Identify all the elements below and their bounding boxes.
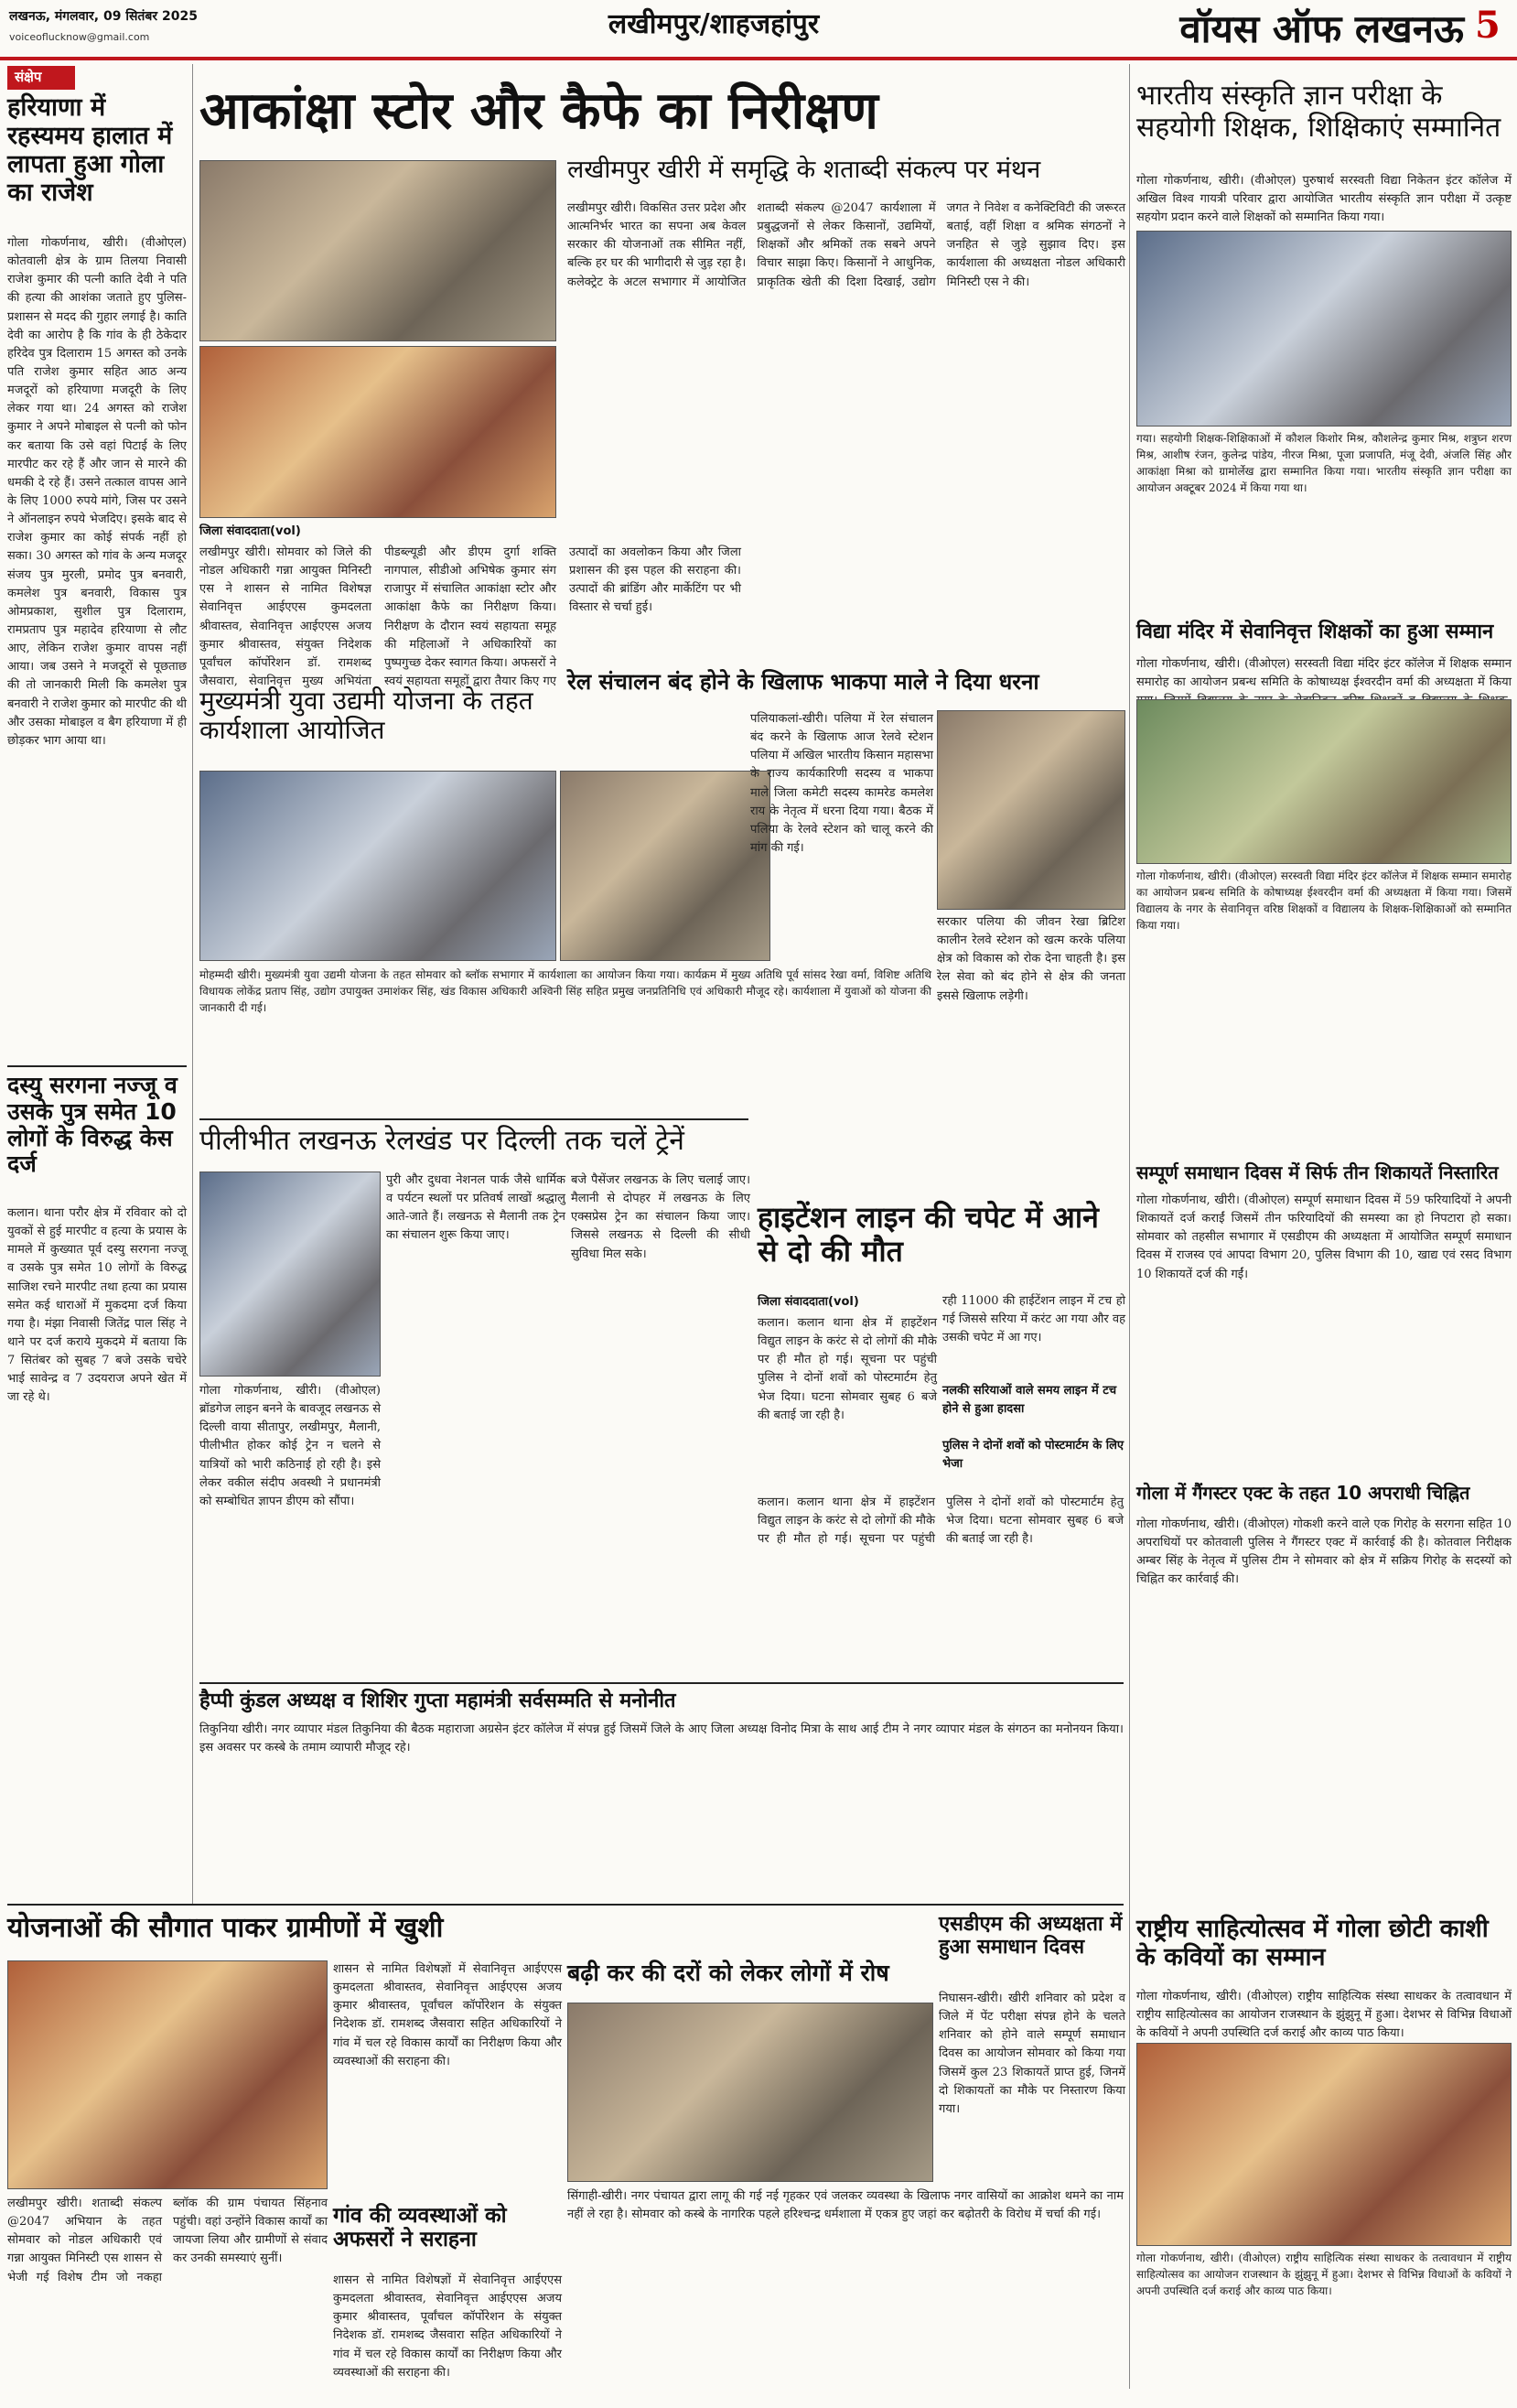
centenary-headline: लखीमपुर खीरी में समृद्धि के शताब्दी संकल्प पर मंथन bbox=[567, 156, 1041, 184]
rail-photo bbox=[937, 710, 1125, 910]
literary-body: गोला गोकर्णनाथ, खीरी। (वीओएल) राष्ट्रीय साहित्यिक संस्था साधकर के तत्वावधान में राष्ट्रीय साहित्योत्सव का आयोजन राजस्थान के झुंझुनू में हुआ। देशभर से विभिन्न विधाओं के कवियों ने अपनी उपस्थिति दर्ज कराई और काव्य पाठ किया। bbox=[1136, 1990, 1512, 2041]
sidebar-tag: संक्षेप bbox=[7, 66, 75, 90]
tax-headline: बढ़ी कर की दरों को लेकर लोगों में रोष bbox=[567, 1960, 889, 1986]
pilibhit-body-3: बजे पैसेंजर लखनऊ के लिए चलाई जाए। मैलानी से दोपहर में लखनऊ के लिए एक्सप्रेस ट्रेन का संचालन किया जाए। जिससे लखनऊ से दिल्ली की सीधी सुविधा मिल सके। bbox=[571, 1173, 750, 1261]
divider bbox=[199, 1682, 1124, 1684]
pilibhit-photo bbox=[199, 1172, 381, 1377]
villagers-photo bbox=[7, 1960, 328, 2189]
rail-body-2: सरकार पलिया की जीवन रेखा ब्रिटिश कालीन रेलवे स्टेशन को खत्म करके पलिया क्षेत्र को विकास को रोक देना चाहती है। इस रेल सेवा को बंद होने से क्षेत्र की जनता इससे खिलाफ लड़ेगी। bbox=[937, 915, 1125, 1003]
brand-logo: वॉयस ऑफ लखनऊ bbox=[1179, 6, 1464, 51]
tax-body: सिंगाही-खीरी। नगर पंचायत द्वारा लागू की गई नई गृहकर एवं जलकर व्यवस्था के खिलाफ नगर वासियों का आक्रोश थमने का नाम नहीं ले रहा है। सोमवार को कस्बे के नागरिक पहले हरिश्चन्द्र धर्मशाला में एकत्र हुए जहां कर बढ़ोतरी के विरोध में चर्चा की गई। bbox=[567, 2189, 1124, 2222]
email[interactable]: voiceoflucknow@gmail.com bbox=[9, 31, 150, 43]
teachers-headline: विद्या मंदिर में सेवानिवृत्त शिक्षकों का हुआ सम्मान bbox=[1136, 621, 1494, 643]
sidebar-story2-headline: दस्यु सरगना नज्जू व उसके पुत्र समेत 10 लोगों के विरुद्ध केस दर्ज bbox=[7, 1072, 178, 1178]
literary-headline: राष्ट्रीय साहित्योत्सव में गोला छोटी काशी के कवियों का सम्मान bbox=[1136, 1915, 1489, 1972]
literary-caption: गोला गोकर्णनाथ, खीरी। (वीओएल) राष्ट्रीय साहित्यिक संस्था साधकर के तत्वावधान में राष्ट्रीय साहित्योत्सव का आयोजन राजस्थान के झुंझुनू में हुआ। देशभर से विभिन्न विधाओं के कवियों ने अपनी उपस्थिति दर्ज कराई और काव्य पाठ किया। bbox=[1136, 2251, 1512, 2297]
samadhan-headline: सम्पूर्ण समाधान दिवस में सिर्फ तीन शिकायतें निस्तारित bbox=[1136, 1161, 1499, 1183]
hightension-byline: जिला संवाददाता(vol) bbox=[758, 1295, 859, 1309]
rail-headline: रेल संचालन बंद होने के खिलाफ भाकपा माले ने दिया धरना bbox=[567, 669, 1039, 695]
knowledge-body: गोला गोकर्णनाथ, खीरी। (वीओएल) पुरुषार्थ सरस्वती विद्या निकेतन इंटर कॉलेज में अखिल विश्व गायत्री परिवार द्वारा आयोजित भारतीय संस्कृति ज्ञान परीक्षा में उत्कृष्ट सहयोग प्रदान करने वाले शिक्षकों को सम्मानित किया गया। bbox=[1136, 174, 1512, 225]
sidebar-story3-body: लखीमपुर खीरी। शताब्दी संकल्प @2047 अभियान के तहत सोमवार को नोडल अधिकारी एवं गन्ना आयुक्त मिनिस्टी एस शासन से भेजी गई विशेष टीम जो नकहा ब्लॉक की ग्राम पंचायत सिंहनाव पहुंची। वहां उन्होंने विकास कार्यों का जायजा लिया और ग्रामीणों से संवाद कर उनकी समस्याएं सुनीं। bbox=[7, 2197, 328, 2284]
knowledge-photo bbox=[1136, 231, 1512, 427]
date-line: लखनऊ, मंगलवार, 09 सितंबर 2025 bbox=[9, 9, 198, 24]
sidebar-story1-body: गोला गोकर्णनाथ, खीरी। (वीओएल) कोतवाली क्षेत्र के ग्राम तिलया निवासी राजेश कुमार की पत्नी काति देवी ने पति की हत्या की आशंका जताते हुए पुलिस-प्रशासन से मदद की गुहार लगाई है। काति देवी का आरोप है कि गांव के ही ठेकेदार हरिदेव पुत्र दिलाराम 15 अगस्त को उनके पति राजेश कुमार सहित आठ अन्य मजदूरों को हरियाणा मजदूरी के लिए लेकर गया था। 24 अगस्त को राजेश कुमार ने अपने मोबाइल से पत्नी को फोन कर बताया कि उसे वहां पिटाई के लिए मारपीट कर रहे हैं और जान से मारने की धमकी दे रहे हैं। उसने तत्काल वापस आने के लिए 1000 रुपये मांगे, जिस पर उसने ने ऑनलाइन रुपये भेजदिए। इसके बाद से राजेश कुमार का कोई संपर्क नहीं हो सका। 30 अगस्त को गांव के अन्य मजदूर संजय पुत्र मुरली, प्रमोद पुत्र बनवारी, कमलेश पुत्र बनवारी, विकास पुत्र ओमप्रकाश, सुशील पुत्र दिलाराम, रामप्रताप पुत्र महादेव हरियाणा से लौट आए, लेकिन राजेश कुमार वापस नहीं आया। जब उसने ने मजदूरों से पूछताछ की तो जानकारी मिली कि कमलेश पुत्र बनवारी ने राजेश कुमार को मारपीट की थी और उसका मोबाइल व बैग हरियाणा में ही छोड़कर भाग आया था। bbox=[7, 236, 187, 748]
hightension-body: कलान। कलान थाना क्षेत्र में हाइटेंशन विद्युत लाइन के करंट से दो लोगों की मौके पर ही मौत हो गई। सूचना पर पहुंची पुलिस ने दोनों शवों को पोस्टमार्टम हेतु भेज दिया। घटना सोमवार सुबह 6 बजे की बताई जा रही है। bbox=[758, 1316, 937, 1422]
sdm-body: निघासन-खीरी। खीरी शनिवार को प्रदेश व जिले में पेंट परीक्षा संपन्न होने के चलते शनिवार को होने वाले सम्पूर्ण समाधान दिवस का आयोजन सोमवार को किया गया जिसमें कुल 23 शिकायतें प्राप्त हुई, जिनमें दो शिकायतों का मौके पर निस्तारण किया गया। bbox=[939, 1992, 1125, 2116]
pilibhit-body: गोला गोकर्णनाथ, खीरी। (वीओएल) ब्रॉडगेज लाइन बनने के बावजूद लखनऊ से दिल्ली वाया सीतापुर, लखीमपुर, मैलानी, पीलीभीत होकर कोई ट्रेन न चलने से यात्रियों को भारी कठिनाई हो रही है। इसे लेकर वकील संदीप अवस्थी ने प्रधानमंत्री को सम्बोधित ज्ञापन डीएम को सौंपा। bbox=[199, 1384, 381, 1508]
rail-body: पलियाकलां-खीरी। पलिया में रेल संचालन बंद करने के खिलाफ आज रेलवे स्टेशन पलिया में अखिल भारतीय किसान महासभा के राज्य कार्यकारिणी सदस्य व भाकपा माले जिला कमेटी सदस्य कामरेड कमलेश राय के नेतृत्व में धरना दिया गया। बैठक में पलिया के रेलवे स्टेशन को चालू करने की मांग की गई। bbox=[750, 712, 933, 855]
hightension-body-2: रही 11000 की हाईटेंशन लाइन में टच हो गई जिससे सरिया में करंट आ गया और वह उसकी चपेट में आ गए। bbox=[942, 1294, 1125, 1345]
divider bbox=[199, 1118, 748, 1120]
hightension-bullet-1: नलकी सरियाओं वाले समय लाइन में टच होने से हुआ हादसा bbox=[942, 1384, 1117, 1416]
centenary-body: लखीमपुर खीरी। विकसित उत्तर प्रदेश और आत्मनिर्भर भारत का सपना अब केवल सरकार की योजनाओं तक सीमित नहीं, बल्कि हर घर की भागीदारी से जुड़ रहा है। कलेक्ट्रेट के अटल सभागार में आयोजित शताब्दी संकल्प @2047 कार्यशाला में प्रबुद्धजनों से लेकर किसानों, उद्यमियों, शिक्षकों और श्रमिकों तक सबने अपने विचार साझा किए। किसानों ने आधुनिक, प्राकृतिक खेती की दिशा दिखाई, उद्योग जगत ने निवेश व कनेक्टिविटी की जरूरत बताई, वहीं शिक्षा व श्रमिक संगठनों ने जनहित से जुड़े सुझाव दिए। इस कार्यशाला की अध्यक्षता नोडल अधिकारी मिनिस्टी एस ने की। bbox=[567, 201, 1125, 289]
header-rule bbox=[0, 57, 1517, 60]
lead-byline: जिला संवाददाता(vol) bbox=[199, 524, 301, 538]
tax-photo bbox=[567, 2003, 933, 2182]
happy-headline: हैप्पी कुंडल अध्यक्ष व शिशिर गुप्ता महामंत्री सर्वसम्मति से मनोनीत bbox=[199, 1690, 676, 1712]
column-rule bbox=[192, 64, 193, 1904]
teachers-body: गोला गोकर्णनाथ, खीरी। (वीओएल) सरस्वती विद्या मंदिर इंटर कॉलेज में शिक्षक सम्मान समारोह का आयोजन प्रबन्ध समिति के कोषाध्यक्ष ईश्वरदीन वर्मा की अध्यक्षता में किया bbox=[1136, 657, 1512, 690]
knowledge-headline: भारतीय संस्कृति ज्ञान परीक्षा के सहयोगी शिक्षक, शिक्षिकाएं सम्मानित bbox=[1136, 80, 1501, 144]
villages-body-2: शासन से नामित विशेषज्ञों में सेवानिवृत्त आईएएस कुमदलता श्रीवास्तव, सेवानिवृत्त आईएएस अजय कुमार श्रीवास्तव, पूर्वांचल कॉर्पोरेशन के संयुक्त निदेशक डॉ. रामशब्द जैसवारा सहित अधिकारियों ने गांव में चल रहे विकास कार्यों का निरीक्षण किया और व्यवस्थाओं की सराहना की। bbox=[333, 2273, 562, 2380]
villages-body: शासन से नामित विशेषज्ञों में सेवानिवृत्त आईएएस कुमदलता श्रीवास्तव, सेवानिवृत्त आईएएस अजय कुमार श्रीवास्तव, पूर्वांचल कॉर्पोरेशन के संयुक्त निदेशक डॉ. रामशब्द जैसवारा सहित अधिकारियों ने गांव में चल रहे विकास कार्यों का निरीक्षण किया और व्यवस्थाओं की सराहना की। bbox=[333, 1962, 562, 2068]
sidebar-story3-headline: योजनाओं की सौगात पाकर ग्रामीणों में खुशी bbox=[7, 1912, 444, 1944]
lead-body: लखीमपुर खीरी। सोमवार को जिले की नोडल अधिकारी गन्ना आयुक्त मिनिस्टी एस ने शासन से नामित विशेषज्ञ सेवानिवृत्त आईएएस कुमदलता श्रीवास्तव, सेवानिवृत्त आईएएस अजय कुमार श्रीवास्तव, संयुक्त निदेशक पूर्वांचल कॉर्पोरेशन डॉ. रामशब्द जैसवारा, सेवानिवृत्त मुख्य अभियंता पीडब्ल्यूडी और डीएम दुर्गा शक्ति नागपाल, सीडीओ अभिषेक कुमार संग राजापुर में संचालित आकांक्षा स्टोर और आकांक्षा कैफे का निरीक्षण किया। निरीक्षण के दौरान स्वयं सहायता समूह की महिलाओं ने अधिकारियों का पुष्पगुच्छ देकर स्वागत किया। अफसरों ने स्वयं सहायता समूहों द्वारा तैयार किए गए उत्पादों का अवलोकन किया और जिला प्रशासन की इस पहल की सराहना की। उत्पादों की ब्रांडिंग और मार्केटिंग पर भी विस्तार से चर्चा हुई। bbox=[199, 545, 741, 688]
youth-caption: मोहम्मदी खीरी। मुख्यमंत्री युवा उद्यमी योजना के तहत सोमवार को ब्लॉक सभागार में कार्यशाला का आयोजन किया गया। कार्यक्रम में मुख्य अतिथि पूर्व सांसद रेखा वर्मा, विशिष्ट अतिथि विधायक लोकेंद्र प्रताप सिंह, उद्योग उपायुक्त उमाशंकर सिंह, खंड विकास अधिकारी अश्विनी सिंह सहित प्रमुख जनप्रतिनिधि एवं अधिकारी मौजूद रहे। कार्यशाला में युवाओं को योजना की जानकारी दी गई। bbox=[199, 968, 931, 1014]
villages-headline: गांव की व्यवस्थाओं को अफसरों ने सराहना bbox=[333, 2204, 507, 2252]
literary-photo bbox=[1136, 2043, 1512, 2246]
teachers-photo bbox=[1136, 699, 1512, 864]
hightension-bullet-2: पुलिस ने दोनों शवों को पोस्टमार्टम के लिए भेजा bbox=[942, 1439, 1124, 1471]
youth-photo-2 bbox=[560, 771, 770, 961]
pilibhit-body-2: पुरी और दुधवा नेशनल पार्क जैसे धार्मिक व पर्यटन स्थलों पर प्रतिवर्ष लाखों श्रद्धालु आते-जाते हैं। लखनऊ से मैलानी तक ट्रेन का संचालन शुरू किया जाए। bbox=[386, 1173, 565, 1243]
youth-photo bbox=[199, 771, 556, 961]
edition-title: लखीमपुर/शाहजहांपुर bbox=[608, 8, 820, 40]
knowledge-caption: गया। सहयोगी शिक्षक-शिक्षिकाओं में कौशल किशोर मिश्र, कौशलेन्द्र कुमार मिश्र, शत्रुघ्न शरण मिश्र, आशीष रंजन, कुलेन्द्र पांडेय, नीरज मिश्रा, पूजा प्रजापति, मंजू देवी, अंजलि सिंह और आकांक्षा मिश्रा को ग्रामोर्लेख द्वारा सम्मानित किया गया। भारतीय संस्कृति ज्ञान परीक्षा का आयोजन अक्टूबर 2024 में किया गया था। bbox=[1136, 432, 1512, 494]
column-rule bbox=[1129, 64, 1130, 2389]
sidebar-story1-headline: हरियाणा में रहस्यमय हालात में लापता हुआ गोला का राजेश bbox=[7, 93, 173, 208]
hightension-body-3: कलान। कलान थाना क्षेत्र में हाइटेंशन विद्युत लाइन के करंट से दो लोगों की मौके पर ही मौत हो गई। सूचना पर पहुंची पुलिस ने दोनों शवों को पोस्टमार्टम हेतु भेज दिया। घटना सोमवार सुबह 6 बजे की बताई जा रही है। bbox=[758, 1496, 1124, 1547]
teachers-caption: गोला गोकर्णनाथ, खीरी। (वीओएल) सरस्वती विद्या मंदिर इंटर कॉलेज में शिक्षक सम्मान समारोह का आयोजन प्रबन्ध समिति के कोषाध्यक्ष ईश्वरदीन वर्मा की अध्यक्षता में किया गया। जिसमें विद्यालय के नगर के सेवानिवृत्त वरिष्ठ शिक्षकों व विद्यालय के शिक्षक-शिक्षिकाओं को सम्मानित किया गया। bbox=[1136, 869, 1512, 932]
happy-body: तिकुनिया खीरी। नगर व्यापार मंडल तिकुनिया की बैठक महाराजा अग्रसेन इंटर कॉलेज में संपन्न हुई जिसमें जिले के आए जिला अध्यक्ष विनोद मित्रा के साथ आई टीम ने नगर व्यापार मंडल के संगठन का मनोनयन किया। इस अवसर पर कस्बे के तमाम व्यापारी मौजूद रहे। bbox=[199, 1722, 1124, 1755]
lead-headline: आकांक्षा स्टोर और कैफे का निरीक्षण bbox=[199, 81, 878, 141]
hightension-headline: हाइटेंशन लाइन की चपेट में आने से दो की मौत bbox=[758, 1200, 1099, 1269]
samadhan-body: गोला गोकर्णनाथ, खीरी। (वीओएल) सम्पूर्ण समाधान दिवस में 59 फरियादियों ने अपनी शिकायतें दर्ज कराईं जिसमें तीन फरियादियों की समस्या का हो निपटारा हो सका। सोमवार को तहसील सभागार में एसडीएम की अध्यक्षता में आयोजित सम्पूर्ण समाधान दिवस में राजस्व एवं आपदा विभाग 20, पुलिस विभाग की 10, खाद्य एवं रसद विभाग 10 शिकायतें दर्ज की गईं। bbox=[1136, 1193, 1512, 1281]
sdm-headline: एसडीएम की अध्यक्षता में हुआ समाधान दिवस bbox=[939, 1913, 1123, 1960]
divider bbox=[7, 1065, 187, 1067]
page-number: 5 bbox=[1475, 4, 1501, 47]
lead-photo bbox=[199, 160, 556, 341]
divider bbox=[7, 1904, 1124, 1906]
sidebar-story2-body: कलान। थाना परौर क्षेत्र में रविवार को दो युवकों से हुई मारपीट व हत्या के प्रयास के मामले में कुख्यात पूर्व दस्यु सरगना नज्जू व उसके पुत्र समेत 10 लोगों के विरुद्ध साजिश रचने मारपीट तथा हत्या का प्रयास समेत कई धाराओं में मुकदमा दर्ज किया गया है। मंझा निवासी जितेंद्र पाल सिंह ने थाने पर दर्ज कराये मुकदमे में बताया कि 7 सितंबर को सुबह 7 बजे उसके चचेरे भाई सावेन्द्र व 7 उदयराज अपने खेत में जा रहे थे। bbox=[7, 1206, 187, 1405]
pilibhit-headline: पीलीभीत लखनऊ रेलखंड पर दिल्ली तक चलें ट्रेनें bbox=[199, 1125, 684, 1157]
gangster-body: गोला गोकर्णनाथ, खीरी। (वीओएल) गोकशी करने वाले एक गिरोह के सरगना सहित 10 अपराधियों पर कोतवाली पुलिस ने गैंगस्टर एक्ट में कार्रवाई की है। कोतवाल निरीक्षक अम्बर सिंह के नेतृत्व में पुलिस टीम ने सोमवार को क्षेत्र में सक्रिय गिरोह के सदस्यों को चिह्नित कर कार्रवाई की। bbox=[1136, 1517, 1512, 1587]
youth-headline: मुख्यमंत्री युवा उद्यमी योजना के तहत कार्यशाला आयोजित bbox=[199, 686, 533, 746]
lead-photo-2 bbox=[199, 346, 556, 518]
gangster-headline: गोला में गैंगस्टर एक्ट के तहत 10 अपराधी चिह्नित bbox=[1136, 1482, 1470, 1504]
